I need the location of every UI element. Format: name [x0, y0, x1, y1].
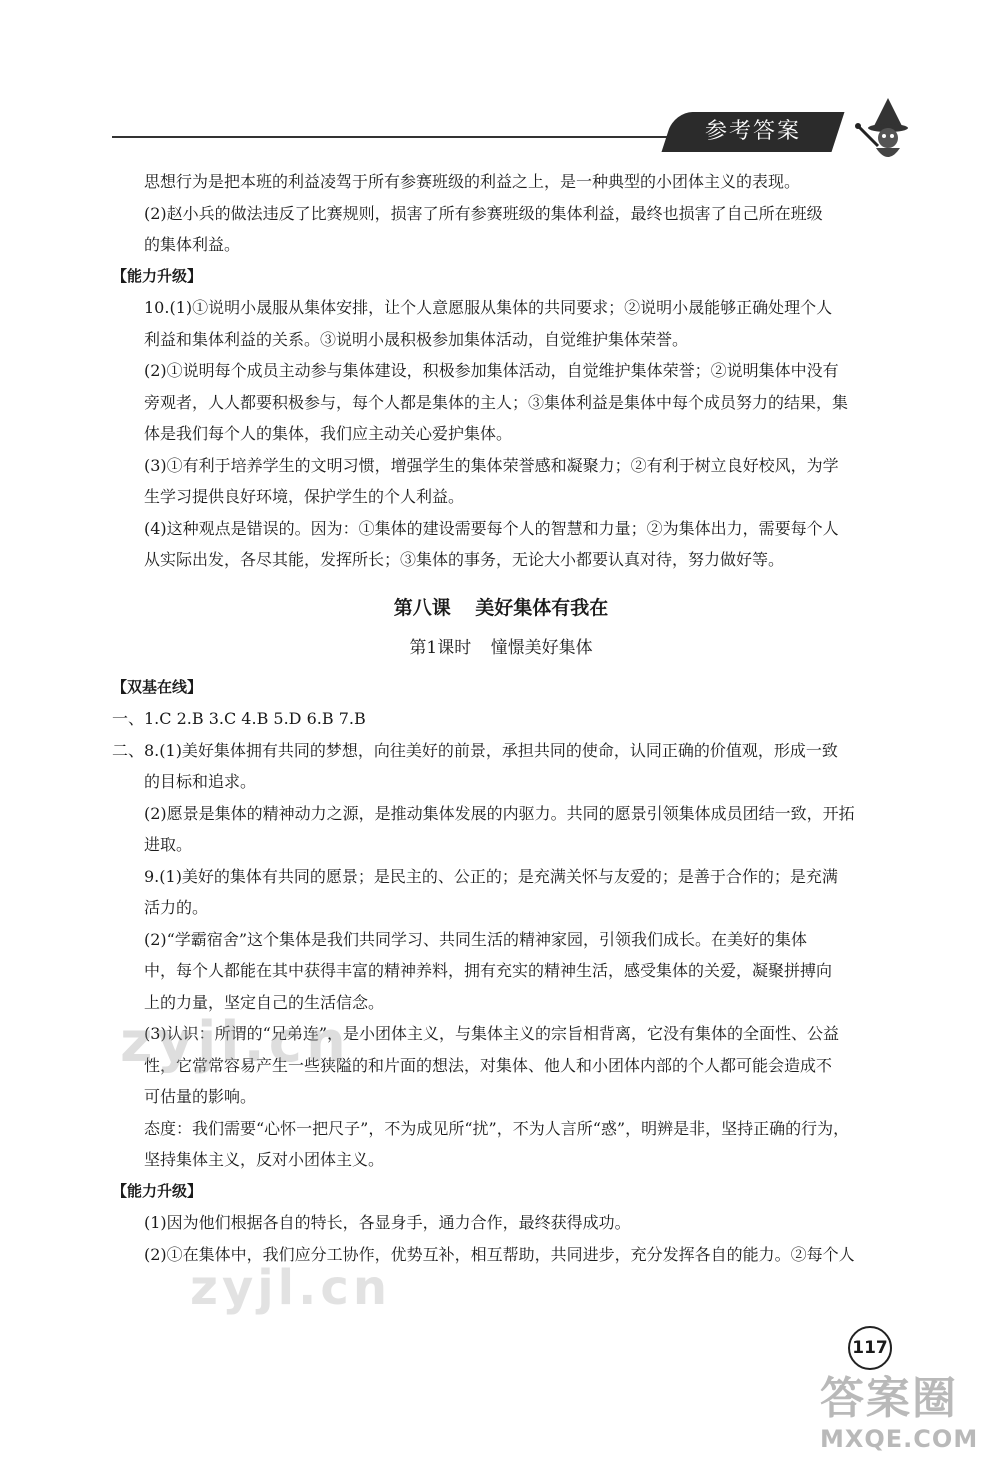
text-line: 坚持集体主义，反对小团体主义。: [144, 1150, 385, 1169]
text-line: 的集体利益。: [144, 235, 241, 254]
text-line: 活力的。: [144, 898, 209, 917]
text-line: 生学习提供良好环境，保护学生的个人利益。: [144, 487, 465, 506]
text-line: (2)赵小兵的做法违反了比赛规则，损害了所有参赛班级的集体利益，最终也损害了自己所在班级: [144, 203, 823, 223]
text-line: 性，它常常容易产生一些狭隘的和片面的想法，对集体、他人和小团体内部的个人都可能会造成不: [144, 1055, 833, 1075]
text-line: 思想行为是把本班的利益凌驾于所有参赛班级的利益之上，是一种典型的小团体主义的表现。: [144, 172, 801, 191]
chapter-title: 第八课 美好集体有我在: [393, 596, 609, 619]
text-line: (2)①说明每个成员主动参与集体建设，积极参加集体活动，自觉维护集体荣誉；②说明集体中没有: [144, 361, 839, 380]
answer-content: [112, 166, 890, 1270]
header-rule: [112, 136, 672, 138]
text-line: 进取。: [144, 835, 193, 854]
text-line: (4)这种观点是错误的。因为：①集体的建设需要每个人的智慧和力量；②为集体出力，需要每个人: [144, 518, 839, 538]
lesson-title: 第1课时 憧憬美好集体: [409, 637, 593, 658]
text-line: 态度：我们需要“心怀一把尺子”，不为成见所“扰”，不为人言所“惑”，明辨是非，坚持正确的行为，: [144, 1118, 850, 1138]
watermark-mid-lower: zyjl.cn: [190, 1260, 391, 1316]
text-line: (2)①在集体中，我们应分工协作，优势互补，相互帮助，共同进步，充分发挥各自的能力。②每个人: [144, 1244, 855, 1264]
watermark-mid: zyjl.cn: [120, 1010, 350, 1075]
text-line: 从实际出发，各尽其能，发挥所长；③集体的事务，无论大小都要认真对待，努力做好等。: [144, 550, 785, 569]
watermark-corner: [820, 1374, 978, 1454]
text-line: (2)“学霸宿舍”这个集体是我们共同学习、共同生活的精神家园，引领我们成长。在美好的集体: [144, 929, 808, 949]
text-line: (2)愿景是集体的精神动力之源，是推动集体发展的内驱力。共同的愿景引领集体成员团结一致，开拓: [144, 803, 855, 823]
header-tab: [662, 112, 845, 152]
wizard-mascot-icon: [850, 96, 920, 166]
text-line: (1)因为他们根据各自的特长，各显身手，通力合作，最终获得成功。: [144, 1213, 631, 1232]
text-line: 10.(1)①说明小晟服从集体安排，让个人意愿服从集体的共同要求；②说明小晟能够正确处理个人: [144, 298, 833, 317]
text-line: 一、1.C 2.B 3.C 4.B 5.D 6.B 7.B: [112, 709, 366, 728]
section-tag: 【双基在线】: [112, 677, 203, 696]
text-line: (3)①有利于培养学生的文明习惯，增强学生的集体荣誉感和凝聚力；②有利于树立良好校风，为学: [144, 455, 839, 475]
header-tab-label: 参考答案: [704, 119, 801, 144]
text-line: 旁观者，人人都要积极参与，每个人都是集体的主人；③集体利益是集体中每个成员努力的结果，集: [144, 392, 849, 412]
text-line: (3)认识：所谓的“兄弟连”，是小团体主义，与集体主义的宗旨相背离，它没有集体的全面性、公益: [144, 1024, 840, 1043]
text-line: 二、8.(1)美好集体拥有共同的梦想，向往美好的前景，承担共同的使命，认同正确的价值观，形成一致: [112, 740, 838, 760]
text-line: 中，每个人都能在其中获得丰富的精神养料，拥有充实的精神生活，感受集体的关爱，凝聚拼搏向: [144, 961, 833, 980]
text-line: 利益和集体利益的关系。③说明小晟积极参加集体活动，自觉维护集体荣誉。: [144, 329, 689, 349]
section-tag: 【能力升级】: [112, 266, 203, 285]
text-line: 的目标和追求。: [144, 772, 257, 791]
text-line: 9.(1)美好的集体有共同的愿景；是民主的、公正的；是充满关怀与友爱的；是善于合作的；是充满: [144, 866, 838, 886]
watermark-corner-top: 答案圈: [820, 1373, 958, 1424]
text-line: 可估量的影响。: [144, 1087, 257, 1106]
text-line: 体是我们每个人的集体，我们应主动关心爱护集体。: [144, 424, 513, 443]
text-line: 上的力量，坚定自己的生活信念。: [144, 992, 385, 1012]
section-tag: 【能力升级】: [112, 1181, 203, 1200]
page-number: 117: [848, 1326, 892, 1370]
watermark-corner-bottom: MXQE.COM: [820, 1425, 979, 1453]
